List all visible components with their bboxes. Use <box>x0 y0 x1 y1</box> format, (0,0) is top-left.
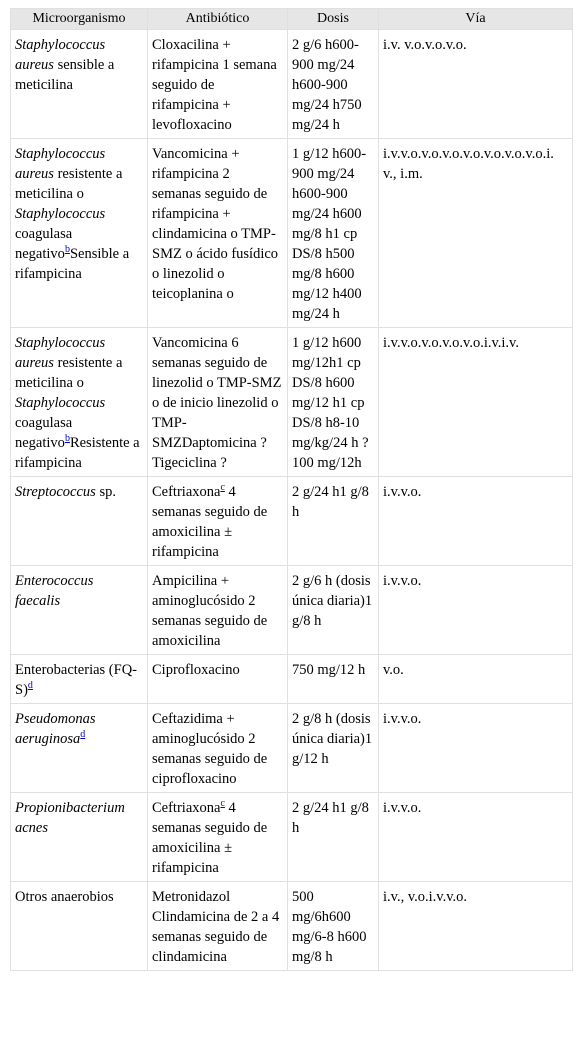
route-cell: i.v.v.o. <box>379 566 573 655</box>
dose-cell: 2 g/8 h (dosis única diaria)1 g/12 h <box>288 704 379 793</box>
organism-cell: Propionibacterium acnes <box>11 793 148 882</box>
antibiotic-cell: Ceftriaxona$^c$ 4 semanas seguido de amoxicilina ± rifampicina <box>148 477 288 566</box>
header-microorganismo: Microorganismo <box>11 9 148 30</box>
organism-cell: Otros anaerobios <box>11 882 148 971</box>
footnote-link-d[interactable]: d <box>27 680 33 692</box>
header-row <box>11 9 573 30</box>
dose-cell: 1 g/12 h600-900 mg/24 h600-900 mg/24 h600 mg/8 h1 cp DS/8 h500 mg/8 h600 mg/12 h400 mg/24 h <box>288 139 379 328</box>
antibiotic-cell: Metronidazol Clindamicina de 2 a 4 semanas seguido de clindamicina <box>148 882 288 971</box>
table-row <box>11 477 573 566</box>
table-row <box>11 704 573 793</box>
route-cell: i.v.v.o.v.o.v.o.v.o.v.o.v.o.v.o.i.v., i.m. <box>379 139 573 328</box>
dose-cell: 500 mg/6h600 mg/6-8 h600 mg/8 h <box>288 882 379 971</box>
antibiotic-table <box>10 8 573 971</box>
table-row <box>11 655 573 704</box>
dose-cell: 2 g/24 h1 g/8 h <box>288 793 379 882</box>
antibiotic-cell: Ceftriaxona$^c$ 4 semanas seguido de amoxicilina ± rifampicina <box>148 793 288 882</box>
organism-cell: Enterococcus faecalis <box>11 566 148 655</box>
header-antibiotico: Antibiótico <box>148 9 288 30</box>
table-row <box>11 328 573 477</box>
organism-cell: Enterobacterias $(FQ-S)^d$ <box>11 655 148 704</box>
organism-cell: Staphylococcus aureus resistente a meticilina o Staphylococcus coagulasa negativo$^b$Sensible a rifampicina <box>11 139 148 328</box>
footnote-link-b[interactable]: b <box>64 244 70 256</box>
route-cell: i.v.v.o. <box>379 704 573 793</box>
organism-cell: Streptococcus sp. <box>11 477 148 566</box>
route-cell: i.v.v.o. <box>379 793 573 882</box>
route-cell: i.v., v.o.i.v.v.o. <box>379 882 573 971</box>
table-row <box>11 30 573 139</box>
footnote-link-c[interactable]: c <box>220 798 225 810</box>
organism-cell: Staphylococcus aureus sensible a meticilina <box>11 30 148 139</box>
table-row <box>11 882 573 971</box>
route-cell: i.v.v.o.v.o.v.o.v.o.i.v.i.v. <box>379 328 573 477</box>
organism-cell: Staphylococcus aureus resistente a meticilina o Staphylococcus coagulasa negativo$^b$Resistente a rifampicina <box>11 328 148 477</box>
dose-cell: 1 g/12 h600 mg/12h1 cp DS/8 h600 mg/12 h1 cp DS/8 h8-10 mg/kg/24 h ?100 mg/12h <box>288 328 379 477</box>
dose-cell: 2 g/6 h600-900 mg/24 h600-900 mg/24 h750 mg/24 h <box>288 30 379 139</box>
table-row <box>11 139 573 328</box>
route-cell: i.v.v.o. <box>379 477 573 566</box>
footnote-link-c[interactable]: c <box>220 482 225 494</box>
header-via: Vía <box>379 9 573 30</box>
route-cell: v.o. <box>379 655 573 704</box>
route-cell: i.v. v.o.v.o.v.o. <box>379 30 573 139</box>
header-dosis: Dosis <box>288 9 379 30</box>
antibiotic-cell: Ceftazidima + aminoglucósido 2 semanas seguido de ciprofloxacino <box>148 704 288 793</box>
antibiotic-cell: Cloxacilina + rifampicina 1 semana seguido de rifampicina + levofloxacino <box>148 30 288 139</box>
footnote-link-b[interactable]: b <box>64 433 70 445</box>
dose-cell: 750 mg/12 h <box>288 655 379 704</box>
antibiotic-cell: Ampicilina + aminoglucósido 2 semanas seguido de amoxicilina <box>148 566 288 655</box>
antibiotic-cell: Vancomicina 6 semanas seguido de linezolid o TMP-SMZ o de inicio linezolid o TMP-SMZDaptomicina ?Tigeciclina ? <box>148 328 288 477</box>
table-row <box>11 793 573 882</box>
dose-cell: 2 g/24 h1 g/8 h <box>288 477 379 566</box>
dose-cell: 2 g/6 h (dosis única diaria)1 g/8 h <box>288 566 379 655</box>
antibiotic-cell: Ciprofloxacino <box>148 655 288 704</box>
footnote-link-d[interactable]: d <box>80 729 86 741</box>
organism-cell: Pseudomonas aeruginosa$^d$ <box>11 704 148 793</box>
antibiotic-cell: Vancomicina + rifampicina 2 semanas seguido de rifampicina + clindamicina o TMP-SMZ o ácido fusídico o linezolid o teicoplanina o <box>148 139 288 328</box>
table-row <box>11 566 573 655</box>
